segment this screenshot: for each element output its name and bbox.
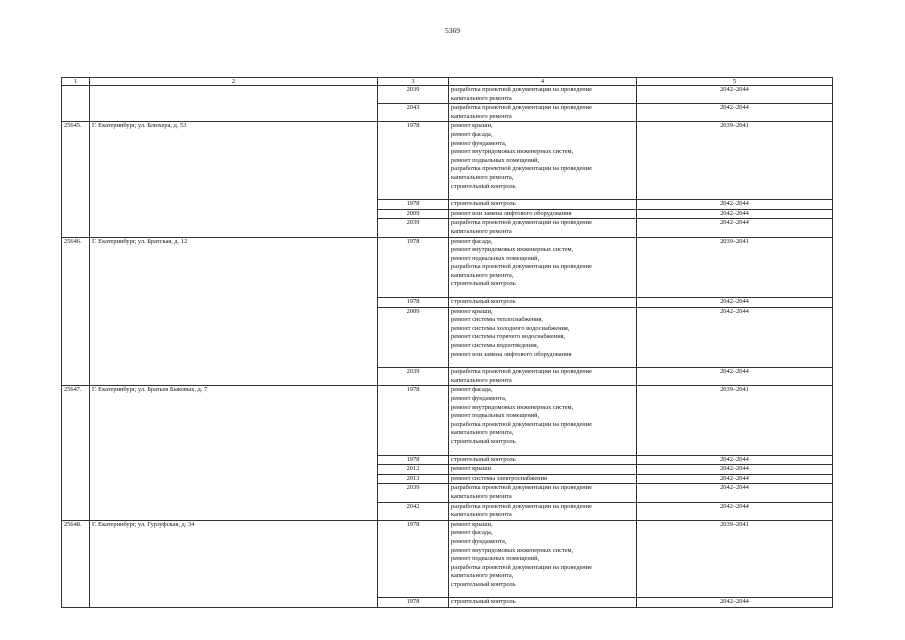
year-cell: 2013 [378,474,449,484]
work-item: разработка проектной документации на проведение [451,484,592,492]
period-cell: 2042–2044 [637,474,833,484]
work-item: разработка проектной документации на проведение [451,368,592,376]
work-item: ремонт или замена лифтового оборудования [451,209,572,217]
work-item: ремонт крыши, [451,307,493,315]
work-item: ремонт системы электроснабжения [451,474,547,482]
object-number-cell [62,86,90,122]
work-item: строительный контроль [451,580,516,588]
period-cell: 2042–2044 [637,598,833,608]
column-header-5: 5 [637,78,833,86]
work-item: капитального ремонта [451,376,512,384]
year-cell: 1978 [378,386,449,455]
work-item: разработка проектной документации на проведение [451,563,592,571]
work-item: ремонт крыши [451,465,492,473]
work-item: ремонт внутридомовых инженерных систем, [451,148,574,156]
table-row [62,520,833,598]
object-number-cell: 25646. [62,237,90,386]
address-cell: Г. Екатеринбург, ул. Блюхера, д. 53 [90,122,378,237]
period-cell: 2042–2044 [637,455,833,465]
work-item: строительный контроль [451,182,516,190]
year-cell: 1978 [378,237,449,298]
object-number-cell: 25648. [62,520,90,607]
works-cell [449,86,637,104]
work-item: ремонт фасада, [451,529,493,537]
period-cell: 2042–2044 [637,298,833,308]
works-cell [449,122,637,200]
works-cell [449,484,637,502]
work-item: капитального ремонта [451,227,512,235]
works-cell [449,368,637,386]
work-item: ремонт системы теплоснабжения, [451,316,544,324]
works-cell [449,598,637,608]
column-header-3: 3 [378,78,449,86]
work-item: ремонт фасада, [451,130,493,138]
object-number-cell: 25647. [62,386,90,520]
works-cell [449,237,637,298]
work-item: капитального ремонта, [451,271,514,279]
work-item: ремонт крыши, [451,122,493,130]
year-cell: 1978 [378,598,449,608]
object-number-cell: 25645. [62,122,90,237]
period-cell: 2039–2041 [637,386,833,455]
period-cell: 2039–2041 [637,520,833,598]
work-item: ремонт фасада, [451,237,493,245]
work-item: ремонт фундамента, [451,139,507,147]
work-item: ремонт подвальных помещений, [451,412,540,420]
table-body [62,86,833,608]
work-item: ремонт фасада, [451,386,493,394]
work-item: ремонт системы горячего водоснабжения, [451,333,566,341]
year-cell: 2039 [378,368,449,386]
capital-repair-table [61,77,833,608]
year-cell: 2043 [378,104,449,122]
period-cell: 2042–2044 [637,209,833,219]
table-row [62,86,833,104]
work-item: строительный контроль [451,437,516,445]
work-item: капитального ремонта, [451,572,514,580]
column-header-1: 1 [62,78,90,86]
work-item: ремонт подвальных помещений, [451,156,540,164]
column-header-4: 4 [449,78,637,86]
work-item: разработка проектной документации на проведение [451,263,592,271]
work-item: строительный контроль [451,455,516,463]
work-item: капитального ремонта, [451,429,514,437]
year-cell: 1978 [378,298,449,308]
work-item: ремонт фундамента, [451,395,507,402]
period-cell: 2042–2044 [637,368,833,386]
work-item: ремонт внутридомовых инженерных систем, [451,246,574,254]
table-row [62,122,833,200]
work-item: разработка проектной документации на проведение [451,502,592,510]
works-cell [449,209,637,219]
works-cell [449,455,637,465]
works-cell [449,298,637,308]
work-item: ремонт или замена лифтового оборудования [451,350,572,358]
address-cell: Г. Екатеринбург, ул. Братьев Быковых, д. 7 [90,386,378,520]
year-cell: 2042 [378,502,449,520]
work-item: ремонт внутридомовых инженерных систем, [451,403,574,411]
work-item: строительный контроль [451,200,516,208]
table-row [62,386,833,455]
period-cell: 2042–2044 [637,219,833,237]
works-cell [449,219,637,237]
period-cell: 2042–2044 [637,502,833,520]
work-item: капитального ремонта, [451,173,514,181]
works-cell [449,502,637,520]
period-cell: 2042–2044 [637,307,833,368]
work-item: ремонт подвальных помещений, [451,555,540,563]
work-item: ремонт подвальных помещений, [451,254,540,262]
year-cell: 2012 [378,465,449,475]
year-cell: 2009 [378,209,449,219]
year-cell: 1978 [378,122,449,200]
work-item: разработка проектной документации на проведение [451,420,592,428]
year-cell: 1978 [378,520,449,598]
work-item: строительный контроль [451,298,516,306]
work-item: разработка проектной документации на проведение [451,104,592,112]
works-cell [449,520,637,598]
works-cell [449,104,637,122]
year-cell: 2039 [378,484,449,502]
period-cell: 2042–2044 [637,104,833,122]
works-cell [449,307,637,368]
year-cell: 1978 [378,455,449,465]
work-item: капитального ремонта [451,94,512,102]
works-cell [449,465,637,475]
work-item: капитального ремонта [451,112,512,120]
work-item: ремонт крыши, [451,520,493,528]
period-cell: 2042–2044 [637,465,833,475]
column-header-2: 2 [90,78,378,86]
period-cell: 2042–2044 [637,200,833,210]
works-cell [449,386,637,455]
work-item: разработка проектной документации на проведение [451,165,592,173]
page-number: 5369 [445,26,460,35]
work-item: капитального ремонта [451,492,512,500]
year-cell: 1978 [378,200,449,210]
work-item: ремонт системы водоотведения, [451,342,539,350]
header-row [62,78,833,86]
works-cell [449,474,637,484]
table-row [62,237,833,298]
year-cell: 2039 [378,86,449,104]
year-cell: 2009 [378,307,449,368]
work-item: капитального ремонта [451,511,512,519]
address-cell: Г. Екатеринбург, ул. Гурзуфская, д. 34 [90,520,378,607]
work-item: разработка проектной документации на проведение [451,219,592,227]
works-cell [449,200,637,210]
work-item: строительный контроль [451,280,516,288]
work-item: разработка проектной документации на проведение [451,86,592,93]
work-item: ремонт фундамента, [451,537,507,545]
work-item: строительный контроль [451,598,516,606]
work-item: ремонт системы холодного водоснабжения, [451,324,570,332]
period-cell: 2039–2041 [637,237,833,298]
year-cell: 2039 [378,219,449,237]
address-cell [90,86,378,122]
period-cell: 2042–2044 [637,484,833,502]
period-cell: 2039–2041 [637,122,833,200]
period-cell: 2042–2044 [637,86,833,104]
work-item: ремонт внутридомовых инженерных систем, [451,546,574,554]
address-cell: Г. Екатеринбург, ул. Братская, д. 12 [90,237,378,386]
